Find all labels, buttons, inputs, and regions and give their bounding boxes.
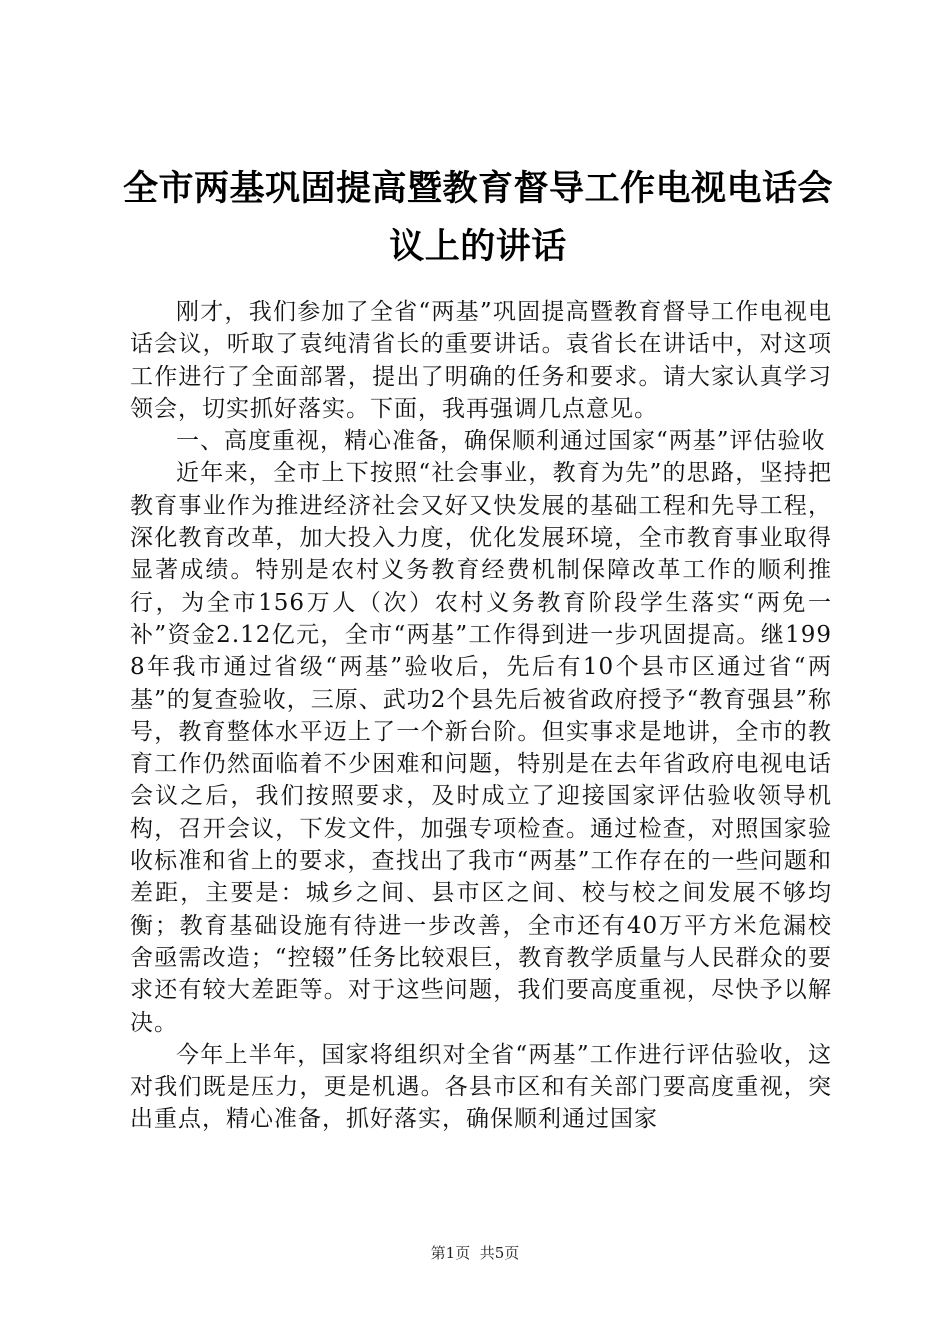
page-footer [0,1243,950,1263]
paragraph-evaluation: 今年上半年，国家将组织对全省“两基”工作进行评估验收，这对我们既是压力，更是机遇。各县市区和有关部门要高度重视，突出重点，精心准备，抓好落实，确保顺利通过国家 [130,1041,832,1133]
paragraph-intro: 刚才，我们参加了全省“两基”巩固提高暨教育督导工作电视电话会议，听取了袁纯清省长的重要讲话。袁省长在讲话中，对这项工作进行了全面部署，提出了明确的任务和要求。请大家认真学习领会，切实抓好落实。下面，我再强调几点意见。 [130,299,832,422]
document-body [130,296,832,1136]
section-heading-1: 一、高度重视，精心准备，确保顺利通过国家“两基”评估验收 [176,428,826,455]
page-number: 第1页 [430,1244,471,1262]
paragraph-achievements: 近年来，全市上下按照“社会事业，教育为先”的思路，坚持把教育事业作为推进经济社会又好又快发展的基础工程和先导工程，深化教育改革，加大投入力度，优化发展环境，全市教育事业取得显著成绩。特别是农村义务教育经费机制保障改革工作的顺利推行，为全市156万人（次）农村义务教育阶段学生落实“两免一补”资金2.12亿元，全市“两基”工作得到进一步巩固提高。继1998年我市通过省级“两基”验收后，先后有10个县市区通过省“两基”的复查验收，三原、武功2个县先后被省政府授予“教育强县”称号，教育整体水平迈上了一个新台阶。但实事求是地讲，全市的教育工作仍然面临着不少困难和问题，特别是在去年省政府电视电话会议之后，我们按照要求，及时成立了迎接国家评估验收领导机构，召开会议，下发文件，加强专项检查。通过检查，对照国家验收标准和省上的要求，查找出了我市“两基”工作存在的一些问题和差距，主要是：城乡之间、县市区之间、校与校之间发展不够均衡；教育基础设施有待进一步改善，全市还有40万平方米危漏校舍亟需改造；“控辍”任务比较艰巨，教育教学质量与人民群众的要求还有较大差距等。对于这些问题，我们要高度重视，尽快予以解决。 [130,460,832,1036]
document-title: 全市两基巩固提高暨教育督导工作电视电话会议上的讲话 [122,169,833,267]
page-total: 共5页 [479,1244,520,1262]
